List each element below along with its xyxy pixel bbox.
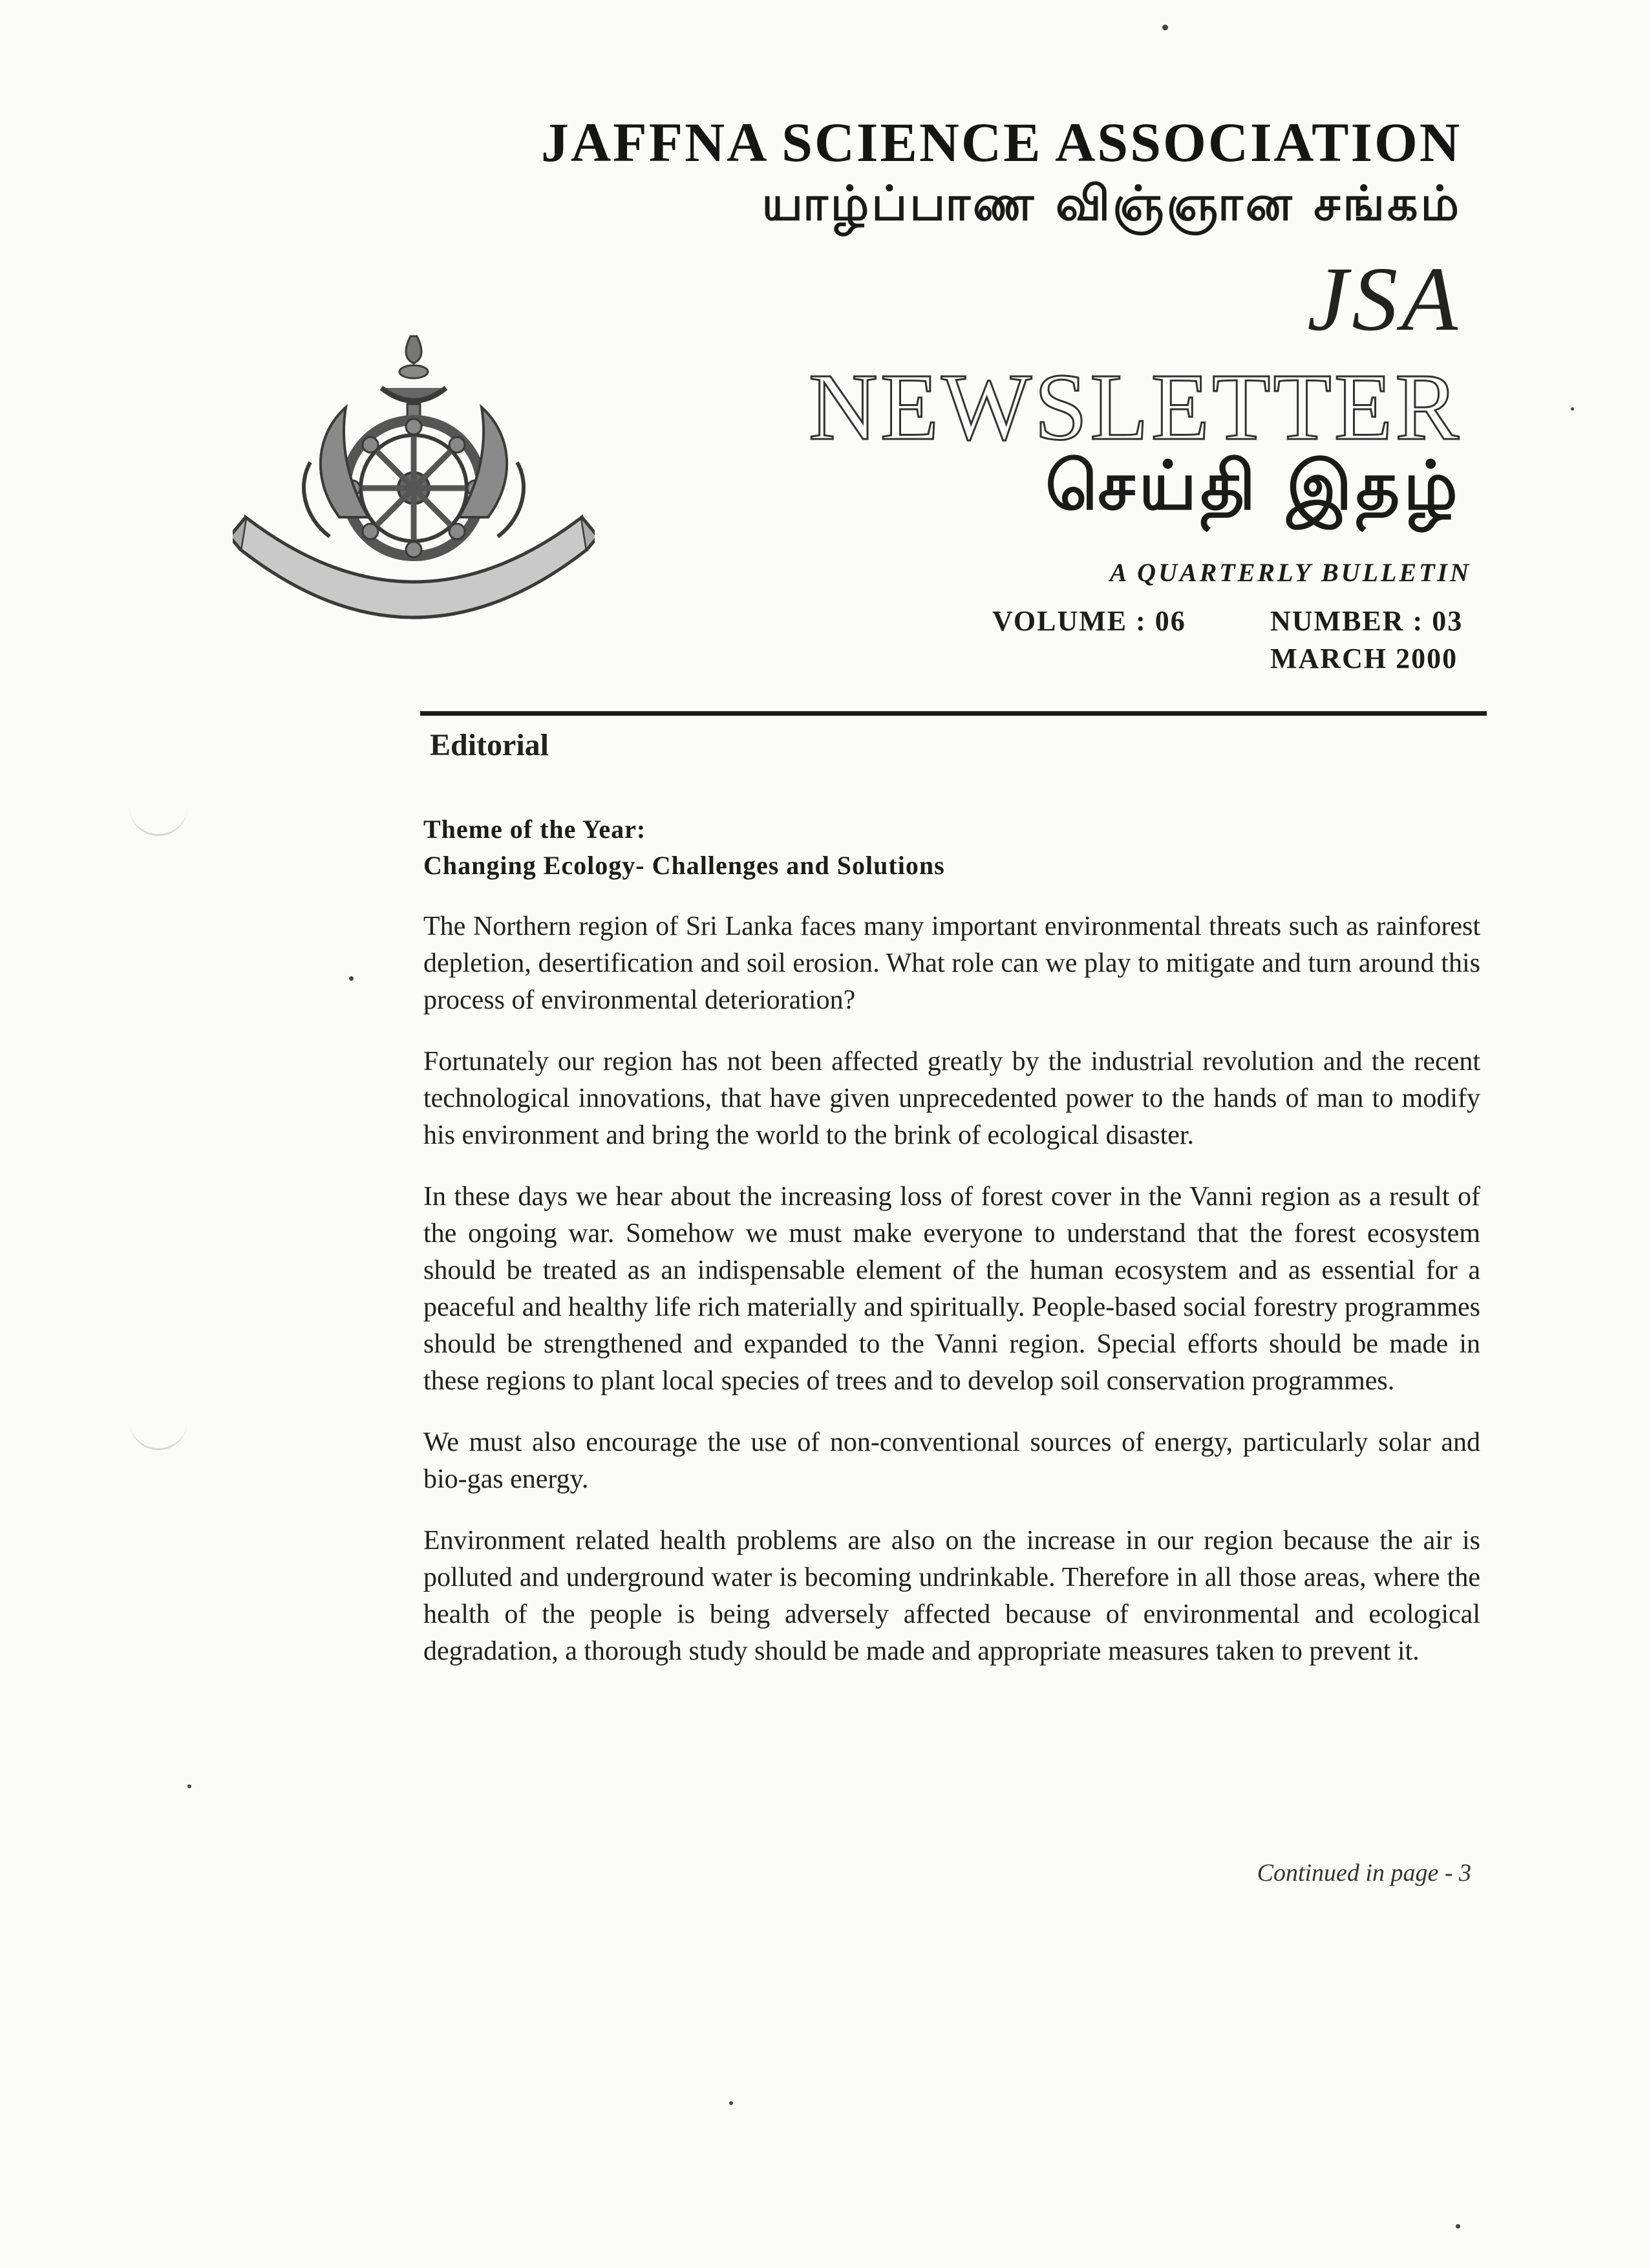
jsa-emblem-icon [233,323,595,634]
masthead [0,0,1649,698]
paragraph: In these days we hear about the increasing loss of forest cover in the Vanni region as a result of the ongoing war. Somehow we must make everyone to understand that the forest ecosystem should be treated as an indispensable element of the human ecosystem and as essential for a peaceful and healthy life rich materially and spiritually. People-based social forestry programmes should be strengthened and expanded to the Vanni region. Special efforts should be made in these regions to plant local species of trees and to develop soil conservation programmes. [423,1182,1480,1396]
scan-speck [1162,25,1168,30]
paragraph: The Northern region of Sri Lanka faces many important environmental threats such as rainforest depletion, desertification and soil erosion. What role can we play to mitigate and turn around this process of environmental deterioration? [423,912,1480,1015]
theme-title: Changing Ecology- Challenges and Solutions [423,851,945,880]
punch-hole-mark [129,1409,187,1450]
organization-name-english: JAFFNA SCIENCE ASSOCIATION [540,111,1462,173]
dharma-wheel-icon [345,419,483,557]
scan-speck [1571,407,1574,411]
issue-date: MARCH 2000 [1270,643,1458,674]
paragraph: Fortunately our region has not been affected greatly by the industrial revolution and the recent technological innovations, that have given unprecedented power to the hands of man to modify his environment and bring the world to the brink of ecological disaster. [423,1047,1480,1150]
paragraph: Environment related health problems are also on the increase in our region because the air is polluted and underground water is becoming undrinkable. Therefore in all those areas, where the health of the people is being adversely affected because of environmental and ecological degradation, a thorough study should be made and appropriate measures taken to prevent it. [423,1526,1480,1666]
scan-speck [349,976,354,981]
organization-name-tamil: யாழ்ப்பாண விஞ்ஞான சங்கம் [761,176,1462,231]
theme-label: Theme of the Year: [423,815,646,844]
header-divider [420,711,1487,716]
acronym-wordmark: JSA [1307,248,1462,350]
paragraph: We must also encourage the use of non-conventional sources of energy, particularly solar and bio-gas energy. [423,1428,1480,1494]
continued-note: Continued in page - 3 [1257,1859,1471,1887]
issue-number-label: NUMBER : 03 [1270,605,1463,637]
scan-speck [729,2101,733,2105]
bulletin-subtitle: A QUARTERLY BULLETIN [1109,558,1471,587]
punch-hole-mark [129,795,187,836]
section-title: Editorial [430,728,549,762]
newsletter-title-tamil: செய்தி இதழ் [1045,446,1462,525]
lamp-icon [381,336,446,429]
newsletter-title: NEWSLETTER [808,354,1462,460]
volume-label: VOLUME : 06 [992,605,1186,637]
editorial-article [423,811,1480,1670]
scan-speck [1456,2224,1460,2229]
scan-speck [187,1784,191,1788]
